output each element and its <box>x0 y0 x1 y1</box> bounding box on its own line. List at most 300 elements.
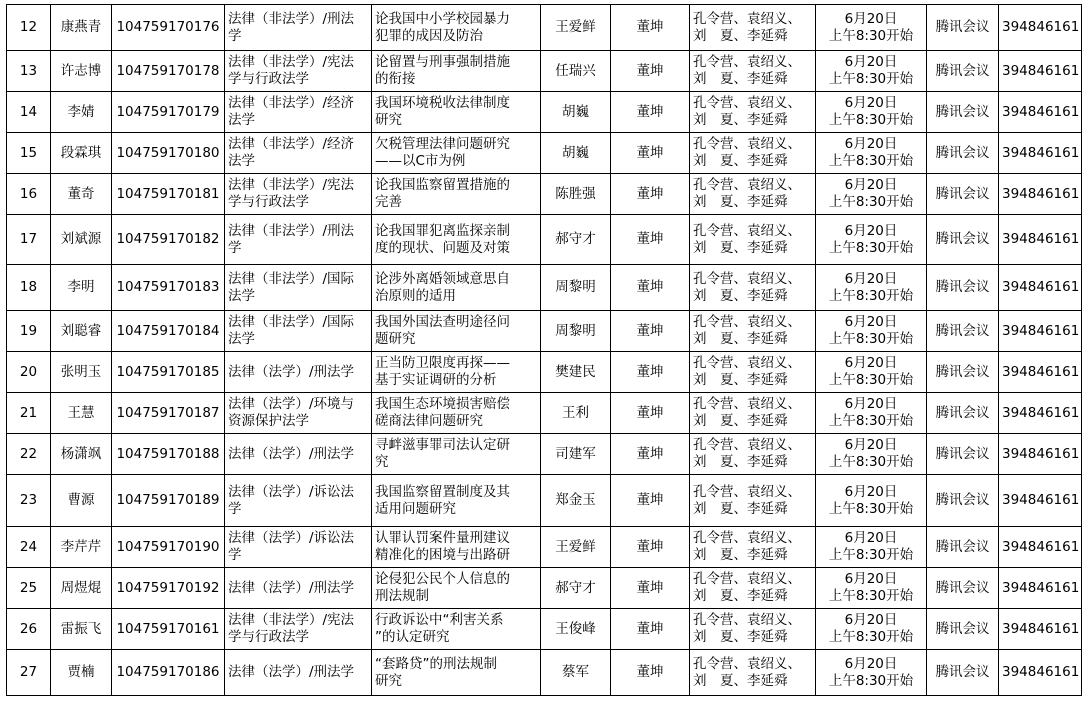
student-id-cell: 104759170184 <box>112 311 225 352</box>
student-name-cell: 雷振飞 <box>51 609 112 650</box>
advisor-cell: 任瑞兴 <box>541 51 611 92</box>
thesis-topic-cell <box>372 650 541 696</box>
meeting-id-cell: 394846161 <box>999 265 1082 311</box>
venue-cell: 腾讯会议 <box>927 352 999 393</box>
defense-time-cell <box>816 568 927 609</box>
venue-cell: 腾讯会议 <box>927 51 999 92</box>
major-line: 学与行政法学 <box>228 71 309 87</box>
student-number-cell: 24 <box>7 527 51 568</box>
meeting-id-cell: 394846161 <box>999 475 1082 527</box>
table-row <box>7 475 1082 527</box>
meeting-id-cell: 394846161 <box>999 51 1082 92</box>
major-line: 学与行政法学 <box>228 194 309 210</box>
defense-time-cell <box>816 352 927 393</box>
committee-members-cell <box>690 527 816 568</box>
committee-members-line: 刘 夏、李延舜 <box>693 629 788 645</box>
committee-members-cell <box>690 311 816 352</box>
committee-members-line: 刘 夏、李延舜 <box>693 672 788 689</box>
thesis-topic-line: 的衔接 <box>375 71 416 87</box>
venue-cell: 腾讯会议 <box>927 215 999 265</box>
student-number-cell: 21 <box>7 393 51 434</box>
major-line: 法律（非法学）/宪法 <box>228 177 355 193</box>
major-cell <box>225 5 372 51</box>
committee-members-line: 孔令营、袁绍义、 <box>693 530 801 546</box>
student-name-cell: 张明玉 <box>51 352 112 393</box>
student-name-cell: 刘斌源 <box>51 215 112 265</box>
committee-members-cell <box>690 174 816 215</box>
student-id-cell: 104759170179 <box>112 92 225 133</box>
advisor-cell: 司建军 <box>541 434 611 475</box>
major-line: 法学 <box>228 153 255 169</box>
committee-chair-cell: 董坤 <box>611 609 690 650</box>
defense-time-line: 上午8:30开始 <box>828 372 914 388</box>
defense-time-cell <box>816 51 927 92</box>
defense-time-line: 6月20日 <box>844 612 898 628</box>
student-name-cell: 王慧 <box>51 393 112 434</box>
committee-members-cell <box>690 650 816 696</box>
meeting-id-cell: 394846161 <box>999 650 1082 696</box>
advisor-cell: 胡巍 <box>541 92 611 133</box>
committee-members-line: 孔令营、袁绍义、 <box>693 177 801 193</box>
student-id-cell: 104759170178 <box>112 51 225 92</box>
major-cell <box>225 568 372 609</box>
student-id-cell: 104759170176 <box>112 5 225 51</box>
committee-members-line: 刘 夏、李延舜 <box>693 413 788 429</box>
table-row <box>7 5 1082 51</box>
table-row <box>7 265 1082 311</box>
student-name-cell: 李芹芹 <box>51 527 112 568</box>
committee-members-line: 孔令营、袁绍义、 <box>693 396 801 412</box>
committee-chair-cell: 董坤 <box>611 5 690 51</box>
student-number-cell: 19 <box>7 311 51 352</box>
thesis-topic-line: 行政诉讼中“利害关系 <box>375 612 504 628</box>
student-number-cell: 15 <box>7 133 51 174</box>
major-line: 学与行政法学 <box>228 629 309 645</box>
thesis-topic-cell <box>372 5 541 51</box>
committee-members-cell <box>690 51 816 92</box>
table-row <box>7 174 1082 215</box>
venue-cell: 腾讯会议 <box>927 92 999 133</box>
student-id-cell: 104759170181 <box>112 174 225 215</box>
major-cell <box>225 393 372 434</box>
thesis-topic-cell <box>372 311 541 352</box>
advisor-cell: 周黎明 <box>541 311 611 352</box>
major-line: 法律（非法学）/经济 <box>228 136 355 152</box>
defense-time-line: 6月20日 <box>844 530 898 546</box>
table-row <box>7 650 1082 696</box>
table-row <box>7 393 1082 434</box>
defense-time-line: 上午8:30开始 <box>828 588 914 604</box>
major-line: 学 <box>228 27 242 44</box>
committee-chair-cell: 董坤 <box>611 475 690 527</box>
defense-time-cell <box>816 265 927 311</box>
defense-time-line: 上午8:30开始 <box>828 239 914 256</box>
committee-members-line: 刘 夏、李延舜 <box>693 27 788 44</box>
table-row <box>7 352 1082 393</box>
defense-time-cell <box>816 5 927 51</box>
major-line: 法律（法学）/刑法学 <box>228 445 355 462</box>
student-number-cell: 20 <box>7 352 51 393</box>
defense-time-line: 6月20日 <box>844 437 898 453</box>
advisor-cell: 王利 <box>541 393 611 434</box>
defense-time-cell <box>816 609 927 650</box>
meeting-id-cell: 394846161 <box>999 311 1082 352</box>
major-cell <box>225 527 372 568</box>
defense-time-line: 上午8:30开始 <box>828 71 914 87</box>
defense-time-cell <box>816 92 927 133</box>
defense-time-cell <box>816 174 927 215</box>
major-line: 法律（法学）/环境与 <box>228 396 355 412</box>
major-line: 法律（法学）/刑法学 <box>228 579 355 596</box>
major-line: 学 <box>228 547 242 563</box>
committee-members-cell <box>690 92 816 133</box>
venue-cell: 腾讯会议 <box>927 609 999 650</box>
thesis-topic-cell <box>372 434 541 475</box>
defense-time-line: 上午8:30开始 <box>828 287 914 304</box>
student-number-cell: 14 <box>7 92 51 133</box>
committee-members-line: 孔令营、袁绍义、 <box>693 483 801 500</box>
thesis-topic-line: ——以C市为例 <box>375 153 466 169</box>
venue-cell: 腾讯会议 <box>927 133 999 174</box>
committee-chair-cell: 董坤 <box>611 265 690 311</box>
committee-chair-cell: 董坤 <box>611 527 690 568</box>
major-line: 法学 <box>228 287 255 304</box>
meeting-id-cell: 394846161 <box>999 174 1082 215</box>
table-row <box>7 133 1082 174</box>
major-cell <box>225 311 372 352</box>
table-row <box>7 215 1082 265</box>
committee-chair-cell: 董坤 <box>611 133 690 174</box>
committee-chair-cell: 董坤 <box>611 215 690 265</box>
committee-members-cell <box>690 393 816 434</box>
thesis-topic-line: 完善 <box>375 194 402 210</box>
defense-time-cell <box>816 215 927 265</box>
committee-members-line: 孔令营、袁绍义、 <box>693 437 801 453</box>
committee-members-cell <box>690 609 816 650</box>
major-line: 法律（非法学）/宪法 <box>228 612 355 628</box>
student-number-cell: 23 <box>7 475 51 527</box>
venue-cell: 腾讯会议 <box>927 527 999 568</box>
committee-chair-cell: 董坤 <box>611 568 690 609</box>
major-cell <box>225 215 372 265</box>
advisor-cell: 王爱鲜 <box>541 527 611 568</box>
defense-time-line: 上午8:30开始 <box>828 194 914 210</box>
meeting-id-cell: 394846161 <box>999 393 1082 434</box>
major-cell <box>225 650 372 696</box>
major-line: 法律（非法学）/刑法 <box>228 10 355 27</box>
student-name-cell: 康燕青 <box>51 5 112 51</box>
thesis-topic-line: ”的认定研究 <box>375 629 450 645</box>
defense-time-cell <box>816 434 927 475</box>
committee-members-line: 刘 夏、李延舜 <box>693 331 788 347</box>
committee-chair-cell: 董坤 <box>611 352 690 393</box>
committee-members-line: 孔令营、袁绍义、 <box>693 54 801 70</box>
committee-members-line: 刘 夏、李延舜 <box>693 372 788 388</box>
defense-schedule-table <box>6 4 1082 696</box>
table-row <box>7 434 1082 475</box>
major-cell <box>225 133 372 174</box>
committee-members-line: 孔令营、袁绍义、 <box>693 571 801 587</box>
thesis-topic-cell <box>372 609 541 650</box>
defense-time-line: 6月20日 <box>844 355 898 371</box>
advisor-cell: 郑金玉 <box>541 475 611 527</box>
table-row <box>7 51 1082 92</box>
committee-chair-cell: 董坤 <box>611 311 690 352</box>
student-number-cell: 16 <box>7 174 51 215</box>
thesis-topic-cell <box>372 51 541 92</box>
thesis-topic-line: 究 <box>375 454 389 470</box>
major-line: 法律（非法学）/宪法 <box>228 54 355 70</box>
advisor-cell: 蔡军 <box>541 650 611 696</box>
thesis-topic-cell <box>372 133 541 174</box>
thesis-topic-line: 我国环境税收法律制度 <box>375 95 510 111</box>
student-id-cell: 104759170182 <box>112 215 225 265</box>
committee-members-line: 刘 夏、李延舜 <box>693 194 788 210</box>
thesis-topic-cell <box>372 265 541 311</box>
student-id-cell: 104759170187 <box>112 393 225 434</box>
student-number-cell: 17 <box>7 215 51 265</box>
committee-members-cell <box>690 568 816 609</box>
major-line: 学 <box>228 239 242 256</box>
thesis-topic-cell <box>372 568 541 609</box>
thesis-topic-cell <box>372 215 541 265</box>
thesis-topic-line: 论涉外离婚领域意思自 <box>375 270 510 287</box>
student-id-cell: 104759170180 <box>112 133 225 174</box>
student-name-cell: 周煜焜 <box>51 568 112 609</box>
major-cell <box>225 434 372 475</box>
student-id-cell: 104759170189 <box>112 475 225 527</box>
defense-time-line: 6月20日 <box>844 95 898 111</box>
student-id-cell: 104759170186 <box>112 650 225 696</box>
advisor-cell: 郝守才 <box>541 215 611 265</box>
major-cell <box>225 51 372 92</box>
student-name-cell: 董奇 <box>51 174 112 215</box>
committee-members-line: 孔令营、袁绍义、 <box>693 655 801 672</box>
thesis-topic-line: 论留置与刑事强制措施 <box>375 54 510 70</box>
student-name-cell: 段霖琪 <box>51 133 112 174</box>
committee-members-line: 孔令营、袁绍义、 <box>693 95 801 111</box>
committee-chair-cell: 董坤 <box>611 92 690 133</box>
major-line: 法律（法学）/诉讼法 <box>228 483 355 500</box>
thesis-topic-cell <box>372 92 541 133</box>
venue-cell: 腾讯会议 <box>927 265 999 311</box>
defense-time-cell <box>816 475 927 527</box>
committee-members-line: 孔令营、袁绍义、 <box>693 10 801 27</box>
meeting-id-cell: 394846161 <box>999 92 1082 133</box>
student-name-cell: 刘聪睿 <box>51 311 112 352</box>
table-body <box>7 5 1082 696</box>
defense-time-line: 6月20日 <box>844 571 898 587</box>
defense-time-line: 上午8:30开始 <box>828 331 914 347</box>
defense-time-cell <box>816 311 927 352</box>
thesis-topic-line: 论我国罪犯离监探亲制 <box>375 222 510 239</box>
defense-time-line: 上午8:30开始 <box>828 547 914 563</box>
defense-time-line: 上午8:30开始 <box>828 112 914 128</box>
meeting-id-cell: 394846161 <box>999 568 1082 609</box>
committee-members-line: 刘 夏、李延舜 <box>693 547 788 563</box>
student-name-cell: 曹源 <box>51 475 112 527</box>
defense-time-line: 6月20日 <box>844 483 898 500</box>
thesis-topic-line: 研究 <box>375 672 402 689</box>
committee-members-cell <box>690 475 816 527</box>
major-cell <box>225 174 372 215</box>
student-number-cell: 27 <box>7 650 51 696</box>
student-name-cell: 许志博 <box>51 51 112 92</box>
committee-members-cell <box>690 133 816 174</box>
venue-cell: 腾讯会议 <box>927 475 999 527</box>
advisor-cell: 胡巍 <box>541 133 611 174</box>
meeting-id-cell: 394846161 <box>999 434 1082 475</box>
thesis-topic-line: 精准化的困境与出路研 <box>375 547 510 563</box>
thesis-topic-line: 寻衅滋事罪司法认定研 <box>375 437 510 453</box>
table-row <box>7 92 1082 133</box>
committee-members-line: 刘 夏、李延舜 <box>693 153 788 169</box>
major-cell <box>225 92 372 133</box>
committee-members-line: 孔令营、袁绍义、 <box>693 314 801 330</box>
committee-members-line: 孔令营、袁绍义、 <box>693 355 801 371</box>
advisor-cell: 陈胜强 <box>541 174 611 215</box>
committee-members-line: 孔令营、袁绍义、 <box>693 222 801 239</box>
committee-members-line: 刘 夏、李延舜 <box>693 454 788 470</box>
thesis-topic-line: 度的现状、问题及对策 <box>375 239 510 256</box>
committee-chair-cell: 董坤 <box>611 51 690 92</box>
thesis-topic-line: 适用问题研究 <box>375 500 456 517</box>
major-line: 资源保护法学 <box>228 413 309 429</box>
major-line: 法律（非法学）/国际 <box>228 270 355 287</box>
major-line: 法律（法学）/刑法学 <box>228 363 355 380</box>
committee-members-line: 刘 夏、李延舜 <box>693 500 788 517</box>
student-name-cell: 贾楠 <box>51 650 112 696</box>
defense-time-cell <box>816 650 927 696</box>
committee-members-line: 刘 夏、李延舜 <box>693 588 788 604</box>
committee-members-line: 孔令营、袁绍义、 <box>693 136 801 152</box>
defense-time-line: 6月20日 <box>844 222 898 239</box>
student-number-cell: 18 <box>7 265 51 311</box>
table-row <box>7 609 1082 650</box>
thesis-topic-line: 犯罪的成因及防治 <box>375 27 483 44</box>
major-cell <box>225 475 372 527</box>
thesis-topic-line: 治原则的适用 <box>375 287 456 304</box>
meeting-id-cell: 394846161 <box>999 352 1082 393</box>
defense-time-line: 6月20日 <box>844 655 898 672</box>
major-line: 法律（非法学）/经济 <box>228 95 355 111</box>
advisor-cell: 郝守才 <box>541 568 611 609</box>
thesis-topic-cell <box>372 352 541 393</box>
defense-time-line: 6月20日 <box>844 10 898 27</box>
defense-time-line: 6月20日 <box>844 270 898 287</box>
committee-chair-cell: 董坤 <box>611 393 690 434</box>
table-row <box>7 311 1082 352</box>
meeting-id-cell: 394846161 <box>999 5 1082 51</box>
advisor-cell: 王爱鲜 <box>541 5 611 51</box>
committee-members-line: 孔令营、袁绍义、 <box>693 612 801 628</box>
meeting-id-cell: 394846161 <box>999 215 1082 265</box>
thesis-topic-line: 论我国中小学校园暴力 <box>375 10 510 27</box>
defense-time-line: 上午8:30开始 <box>828 454 914 470</box>
meeting-id-cell: 394846161 <box>999 609 1082 650</box>
student-id-cell: 104759170183 <box>112 265 225 311</box>
committee-chair-cell: 董坤 <box>611 434 690 475</box>
defense-time-line: 6月20日 <box>844 396 898 412</box>
student-number-cell: 12 <box>7 5 51 51</box>
thesis-topic-line: 研究 <box>375 112 402 128</box>
defense-time-line: 上午8:30开始 <box>828 500 914 517</box>
committee-members-cell <box>690 434 816 475</box>
meeting-id-cell: 394846161 <box>999 527 1082 568</box>
committee-members-line: 刘 夏、李延舜 <box>693 239 788 256</box>
thesis-topic-line: 基于实证调研的分析 <box>375 372 497 388</box>
thesis-topic-line: 我国生态环境损害赔偿 <box>375 396 510 412</box>
defense-time-line: 上午8:30开始 <box>828 672 914 689</box>
student-id-cell: 104759170161 <box>112 609 225 650</box>
defense-time-line: 上午8:30开始 <box>828 629 914 645</box>
committee-members-cell <box>690 352 816 393</box>
student-number-cell: 13 <box>7 51 51 92</box>
student-name-cell: 李婧 <box>51 92 112 133</box>
defense-time-cell <box>816 133 927 174</box>
defense-time-line: 6月20日 <box>844 54 898 70</box>
thesis-topic-cell <box>372 527 541 568</box>
venue-cell: 腾讯会议 <box>927 174 999 215</box>
defense-time-line: 上午8:30开始 <box>828 153 914 169</box>
thesis-topic-line: 刑法规制 <box>375 588 429 604</box>
major-line: 法学 <box>228 112 255 128</box>
defense-time-line: 6月20日 <box>844 314 898 330</box>
venue-cell: 腾讯会议 <box>927 650 999 696</box>
student-id-cell: 104759170192 <box>112 568 225 609</box>
defense-time-line: 上午8:30开始 <box>828 27 914 44</box>
committee-members-cell <box>690 215 816 265</box>
committee-chair-cell: 董坤 <box>611 650 690 696</box>
meeting-id-cell: 394846161 <box>999 133 1082 174</box>
venue-cell: 腾讯会议 <box>927 311 999 352</box>
committee-members-line: 孔令营、袁绍义、 <box>693 270 801 287</box>
student-number-cell: 25 <box>7 568 51 609</box>
thesis-topic-line: 正当防卫限度再探—— <box>375 355 510 371</box>
committee-members-line: 刘 夏、李延舜 <box>693 287 788 304</box>
student-number-cell: 26 <box>7 609 51 650</box>
student-name-cell: 李明 <box>51 265 112 311</box>
thesis-topic-line: 题研究 <box>375 331 416 347</box>
major-line: 法律（法学）/刑法学 <box>228 664 355 680</box>
advisor-cell: 周黎明 <box>541 265 611 311</box>
major-line: 学 <box>228 500 242 517</box>
venue-cell: 腾讯会议 <box>927 568 999 609</box>
defense-time-line: 上午8:30开始 <box>828 413 914 429</box>
committee-chair-cell: 董坤 <box>611 174 690 215</box>
student-number-cell: 22 <box>7 434 51 475</box>
defense-time-cell <box>816 527 927 568</box>
major-line: 法律（非法学）/国际 <box>228 314 355 330</box>
table-row <box>7 568 1082 609</box>
major-cell <box>225 352 372 393</box>
venue-cell: 腾讯会议 <box>927 434 999 475</box>
thesis-topic-line: 论侵犯公民个人信息的 <box>375 571 510 587</box>
thesis-topic-line: 我国监察留置制度及其 <box>375 483 510 500</box>
student-id-cell: 104759170185 <box>112 352 225 393</box>
major-cell <box>225 609 372 650</box>
venue-cell: 腾讯会议 <box>927 393 999 434</box>
committee-members-cell <box>690 5 816 51</box>
thesis-topic-line: “套路贷”的刑法规制 <box>375 655 497 672</box>
venue-cell: 腾讯会议 <box>927 5 999 51</box>
advisor-cell: 樊建民 <box>541 352 611 393</box>
major-line: 法律（法学）/诉讼法 <box>228 530 355 546</box>
student-id-cell: 104759170190 <box>112 527 225 568</box>
advisor-cell: 王俊峰 <box>541 609 611 650</box>
major-line: 法律（非法学）/刑法 <box>228 222 355 239</box>
thesis-topic-line: 认罪认罚案件量刑建议 <box>375 530 510 546</box>
